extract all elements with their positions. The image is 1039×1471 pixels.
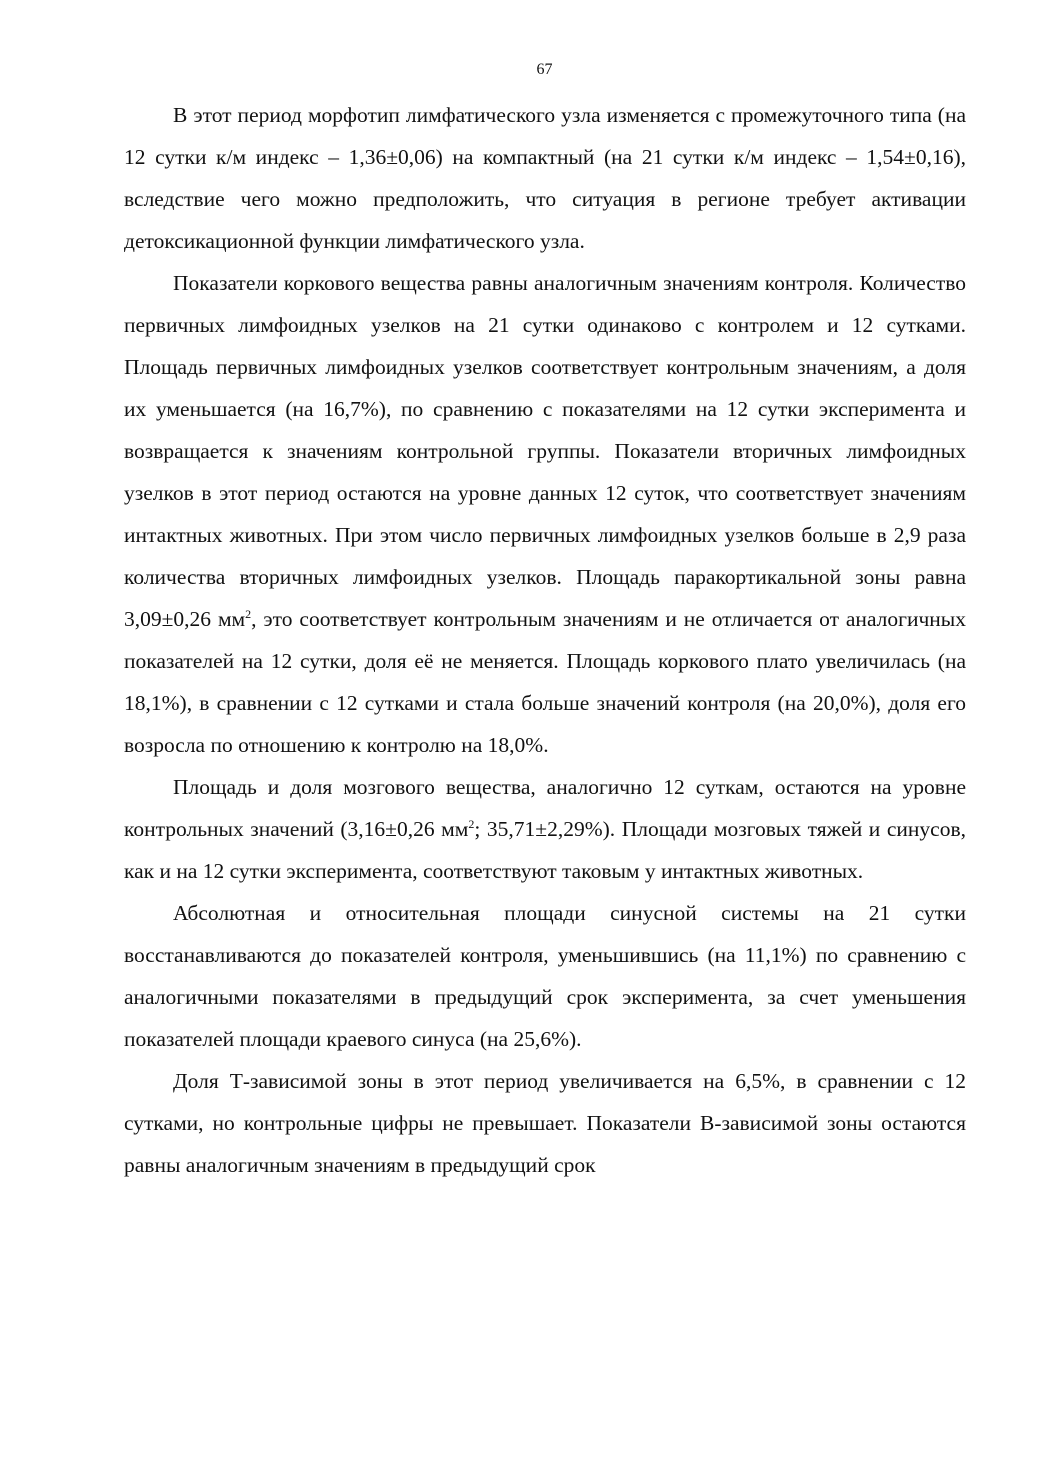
page-number: 67 <box>536 61 553 78</box>
paragraph-sinus-system: Абсолютная и относительная площади синусной системы на 21 сутки восстанавливаются до показателей контроля, уменьшившись (на 11,1%) по сравнению с аналогичными показателями в предыдущий срок эксперимента, за счет уменьшения показателей площади краевого синуса (на 25,6%). <box>124 901 966 1051</box>
superscript-square: 2 <box>468 816 475 831</box>
paragraph-t-zone: Доля Т-зависимой зоны в этот период увеличивается на 6,5%, в сравнении с 12 сутками, но контрольные цифры не превышает. Показатели В-зависимой зоны остаются равны аналогичным значениям в предыдущий срок <box>124 1069 966 1177</box>
body-text <box>124 94 966 1186</box>
superscript-square: 2 <box>245 606 252 621</box>
paragraph-medulla-part1: Площадь и доля мозгового вещества, аналогично 12 суткам, остаются на уровне контрольных значений (3,16±0,26 мм <box>124 775 966 841</box>
paragraph-cortex-part2: , это соответствует контрольным значениям и не отличается от аналогичных показателей на 12 сутки, доля её не меняется. Площадь коркового плато увеличилась (на 18,1%), в сравнении с 12 сутками и стала больше значений контроля (на 20,0%), доля его возросла по отношению к контролю на 18,0%. <box>124 607 966 757</box>
paragraph-cortex <box>124 262 966 766</box>
paragraph-medulla-part2: ; 35,71±2,29%). Площади мозговых тяжей и синусов, как и на 12 сутки эксперимента, соответствуют таковым у интактных животных. <box>124 817 967 883</box>
paragraph-cortex-part1: Показатели коркового вещества равны аналогичным значениям контроля. Количество первичных лимфоидных узелков на 21 сутки одинаково с контролем и 12 сутками. Площадь первичных лимфоидных узелков соответствует контрольным значениям, а доля их уменьшается (на 16,7%), по сравнению с показателями на 12 сутки эксперимента и возвращается к значениям контрольной группы. Показатели вторичных лимфоидных узелков в этот период остаются на уровне данных 12 суток, что соответствует значениям интактных животных. При этом число первичных лимфоидных узелков больше в 2,9 раза количества вторичных лимфоидных узелков. Площадь паракортикальной зоны равна 3,09±0,26 мм <box>124 271 966 631</box>
paragraph-medulla <box>124 766 966 892</box>
paragraph-morphotype: В этот период морфотип лимфатического узла изменяется с промежуточного типа (на 12 сутки к/м индекс – 1,36±0,06) на компактный (на 21 сутки к/м индекс – 1,54±0,16), вследствие чего можно предположить, что ситуация в регионе требует активации детоксикационной функции лимфатического узла. <box>124 103 966 253</box>
